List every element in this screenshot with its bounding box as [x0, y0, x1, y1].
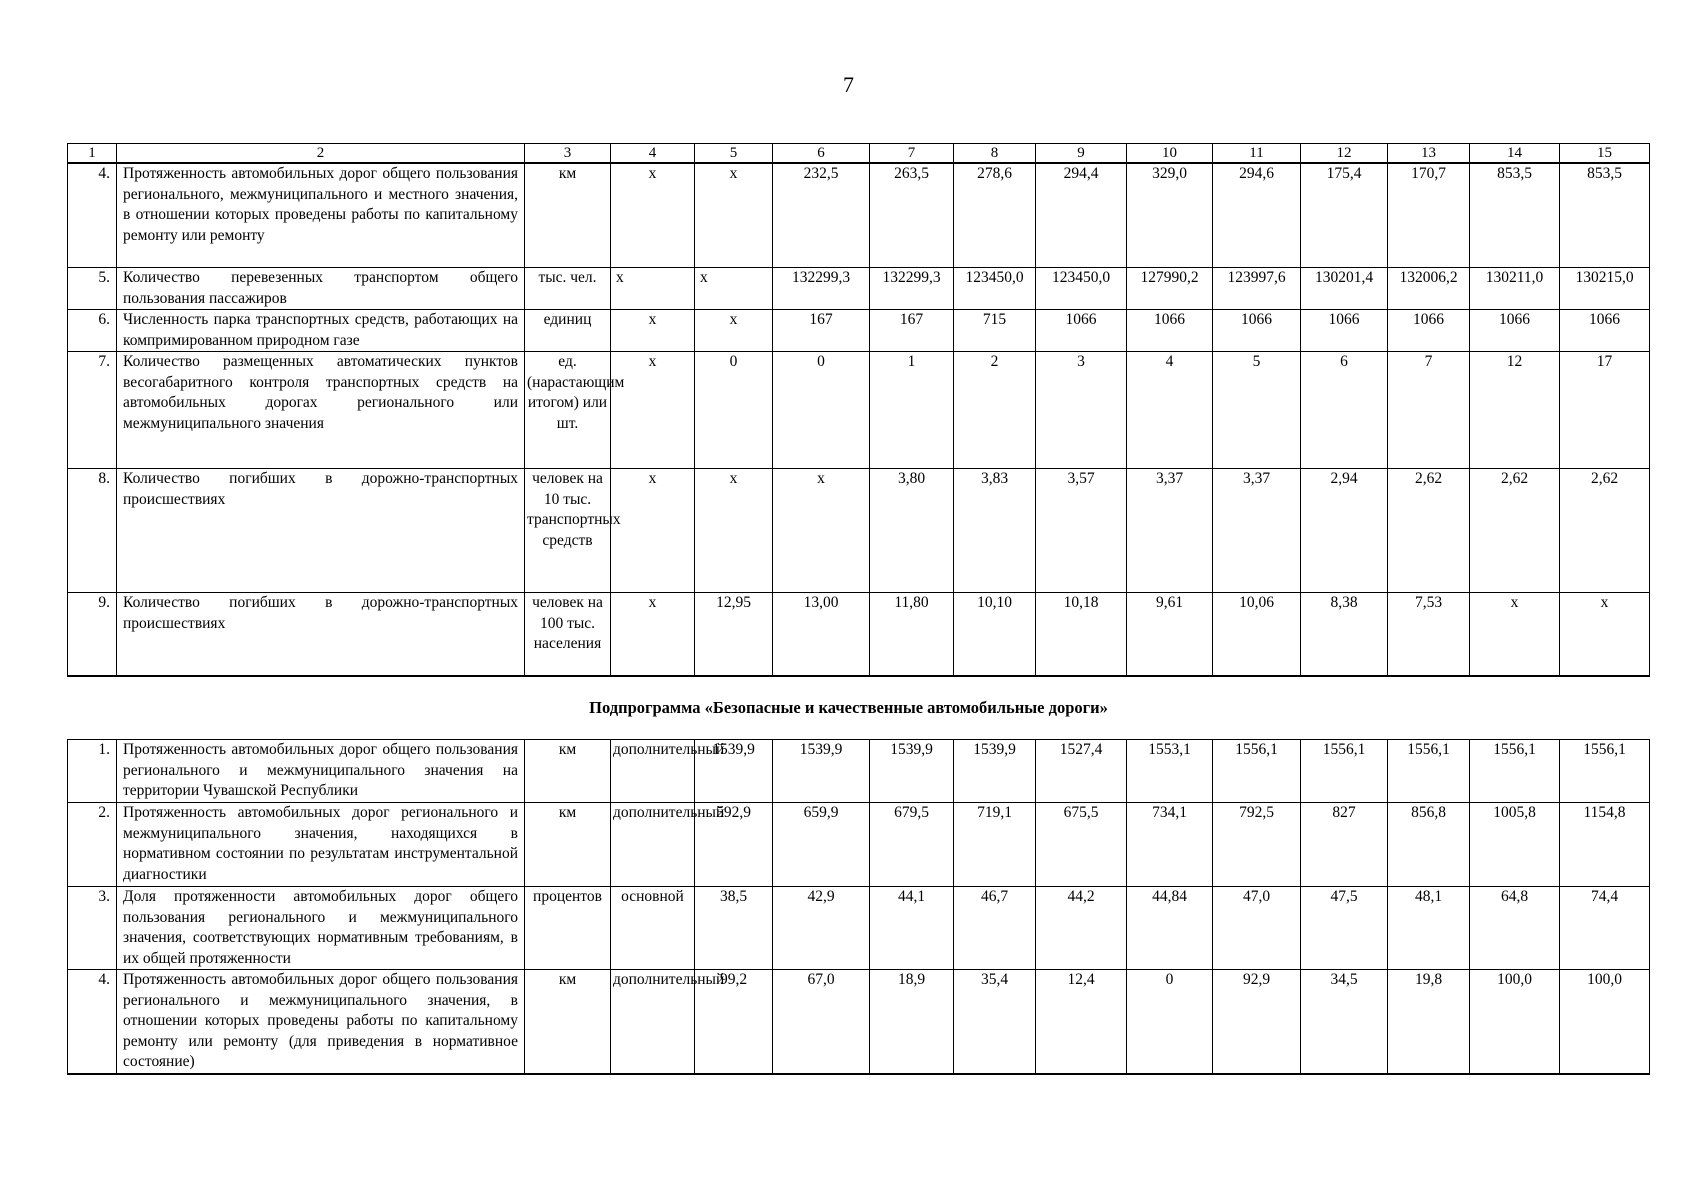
- column-number-4: 4: [611, 144, 695, 164]
- unit-of-measure: человек на 10 тыс. транспортных средств: [525, 469, 611, 593]
- value-cell: 4: [1127, 352, 1213, 469]
- unit-of-measure: единиц: [525, 310, 611, 352]
- value-cell: 6: [1301, 352, 1388, 469]
- value-cell: 853,5: [1560, 163, 1650, 268]
- value-cell: х: [611, 469, 695, 593]
- value-cell: 3,80: [870, 469, 954, 593]
- value-cell: 46,7: [954, 887, 1036, 970]
- value-cell: 132299,3: [773, 268, 870, 310]
- value-cell: 659,9: [773, 803, 870, 887]
- value-cell: 1539,9: [870, 740, 954, 803]
- value-cell: 827: [1301, 803, 1388, 887]
- value-cell: 44,84: [1127, 887, 1213, 970]
- value-cell: 1527,4: [1036, 740, 1127, 803]
- value-cell: 67,0: [773, 970, 870, 1074]
- column-number-8: 8: [954, 144, 1036, 164]
- value-cell: 0: [773, 352, 870, 469]
- column-number-2: 2: [117, 144, 525, 164]
- indicator-type: дополнительный: [611, 803, 695, 887]
- page-number: 7: [843, 72, 854, 97]
- value-cell: 42,9: [773, 887, 870, 970]
- value-cell: х: [1560, 593, 1650, 677]
- row-number: 3.: [68, 887, 117, 970]
- column-number-15: 15: [1560, 144, 1650, 164]
- value-cell: 2,62: [1388, 469, 1470, 593]
- column-number-5: 5: [695, 144, 773, 164]
- indicators-table: [67, 143, 1650, 677]
- value-cell: 100,0: [1470, 970, 1560, 1074]
- unit-of-measure: км: [525, 803, 611, 887]
- value-cell: 10,18: [1036, 593, 1127, 677]
- row-number: 4.: [68, 970, 117, 1074]
- value-cell: 1553,1: [1127, 740, 1213, 803]
- indicator-type: дополнительный: [611, 740, 695, 803]
- value-cell: 1539,9: [773, 740, 870, 803]
- value-cell: 175,4: [1301, 163, 1388, 268]
- value-cell: 263,5: [870, 163, 954, 268]
- row-number: 9.: [68, 593, 117, 677]
- value-cell: 100,0: [1560, 970, 1650, 1074]
- value-cell: 1066: [1036, 310, 1127, 352]
- value-cell: 1556,1: [1301, 740, 1388, 803]
- value-cell: 2,62: [1560, 469, 1650, 593]
- value-cell: 12,4: [1036, 970, 1127, 1074]
- value-cell: 232,5: [773, 163, 870, 268]
- value-cell: 0: [1127, 970, 1213, 1074]
- table-row: [68, 803, 1650, 887]
- value-cell: 123450,0: [1036, 268, 1127, 310]
- value-cell: 132299,3: [870, 268, 954, 310]
- value-cell: 167: [870, 310, 954, 352]
- indicator-name: Количество размещенных автоматических пунктов весогабаритного контроля транспортных средств на автомобильных дорогах регионального или межмуниципального значения: [117, 352, 525, 469]
- value-cell: 167: [773, 310, 870, 352]
- value-cell: х: [695, 163, 773, 268]
- value-cell: х: [1470, 593, 1560, 677]
- unit-of-measure: тыс. чел.: [525, 268, 611, 310]
- value-cell: 44,1: [870, 887, 954, 970]
- subprogram-title: Подпрограмма «Безопасные и качественные автомобильные дороги»: [589, 698, 1108, 717]
- value-cell: 35,4: [954, 970, 1036, 1074]
- value-cell: 12: [1470, 352, 1560, 469]
- value-cell: 294,4: [1036, 163, 1127, 268]
- value-cell: 130215,0: [1560, 268, 1650, 310]
- unit-of-measure: км: [525, 740, 611, 803]
- value-cell: 92,9: [1213, 970, 1301, 1074]
- unit-of-measure: процентов: [525, 887, 611, 970]
- indicator-name: Количество погибших в дорожно-транспортных происшествиях: [117, 593, 525, 677]
- table-row: [68, 268, 1650, 310]
- value-cell: 8,38: [1301, 593, 1388, 677]
- value-cell: 18,9: [870, 970, 954, 1074]
- value-cell: х: [695, 469, 773, 593]
- value-cell: 7,53: [1388, 593, 1470, 677]
- value-cell: 329,0: [1127, 163, 1213, 268]
- indicator-name: Протяженность автомобильных дорог общего пользования регионального и межмуниципального значения, в отношении которых проведены работы по капитальному ремонту или ремонту (для приведения в нормативное состояние): [117, 970, 525, 1074]
- table-row: [68, 310, 1650, 352]
- value-cell: 679,5: [870, 803, 954, 887]
- value-cell: 99,2: [695, 970, 773, 1074]
- value-cell: 48,1: [1388, 887, 1470, 970]
- value-cell: 3: [1036, 352, 1127, 469]
- value-cell: 123997,6: [1213, 268, 1301, 310]
- column-number-7: 7: [870, 144, 954, 164]
- column-number-12: 12: [1301, 144, 1388, 164]
- row-number: 8.: [68, 469, 117, 593]
- value-cell: 1066: [1560, 310, 1650, 352]
- value-cell: 278,6: [954, 163, 1036, 268]
- value-cell: 675,5: [1036, 803, 1127, 887]
- value-cell: 12,95: [695, 593, 773, 677]
- column-number-14: 14: [1470, 144, 1560, 164]
- value-cell: 715: [954, 310, 1036, 352]
- value-cell: 1556,1: [1470, 740, 1560, 803]
- indicator-name: Протяженность автомобильных дорог регионального и межмуниципального значения, находящихся в нормативном состоянии по результатам инструментальной диагностики: [117, 803, 525, 887]
- row-number: 2.: [68, 803, 117, 887]
- value-cell: 132006,2: [1388, 268, 1470, 310]
- value-cell: 1154,8: [1560, 803, 1650, 887]
- value-cell: 13,00: [773, 593, 870, 677]
- value-cell: х: [611, 268, 695, 310]
- value-cell: 734,1: [1127, 803, 1213, 887]
- indicator-type: основной: [611, 887, 695, 970]
- value-cell: 34,5: [1301, 970, 1388, 1074]
- value-cell: х: [611, 352, 695, 469]
- value-cell: 1539,9: [695, 740, 773, 803]
- value-cell: 74,4: [1560, 887, 1650, 970]
- unit-of-measure: км: [525, 970, 611, 1074]
- value-cell: 130211,0: [1470, 268, 1560, 310]
- value-cell: 127990,2: [1127, 268, 1213, 310]
- value-cell: х: [611, 163, 695, 268]
- table-row: [68, 740, 1650, 803]
- value-cell: 1066: [1301, 310, 1388, 352]
- value-cell: 856,8: [1388, 803, 1470, 887]
- value-cell: х: [611, 593, 695, 677]
- indicator-name: Протяженность автомобильных дорог общего пользования регионального, межмуниципального и местного значения, в отношении которых проведены работы по капитальному ремонту или ремонту: [117, 163, 525, 268]
- row-number: 4.: [68, 163, 117, 268]
- unit-of-measure: ед. (нарастающим итогом) или шт.: [525, 352, 611, 469]
- value-cell: х: [695, 268, 773, 310]
- value-cell: 1066: [1213, 310, 1301, 352]
- table-row: [68, 970, 1650, 1074]
- column-number-6: 6: [773, 144, 870, 164]
- row-number: 7.: [68, 352, 117, 469]
- value-cell: 17: [1560, 352, 1650, 469]
- value-cell: 1066: [1470, 310, 1560, 352]
- value-cell: х: [611, 310, 695, 352]
- value-cell: 2,94: [1301, 469, 1388, 593]
- value-cell: 11,80: [870, 593, 954, 677]
- value-cell: 5: [1213, 352, 1301, 469]
- value-cell: 38,5: [695, 887, 773, 970]
- value-cell: 10,06: [1213, 593, 1301, 677]
- indicator-name: Численность парка транспортных средств, работающих на компримированном природном газе: [117, 310, 525, 352]
- indicator-name: Доля протяженности автомобильных дорог общего пользования регионального и межмуниципального значения, соответствующих нормативным требованиям, в их общей протяженности: [117, 887, 525, 970]
- table-row: [68, 469, 1650, 593]
- value-cell: 9,61: [1127, 593, 1213, 677]
- row-number: 5.: [68, 268, 117, 310]
- column-number-9: 9: [1036, 144, 1127, 164]
- value-cell: 792,5: [1213, 803, 1301, 887]
- column-number-10: 10: [1127, 144, 1213, 164]
- value-cell: 1066: [1388, 310, 1470, 352]
- value-cell: 3,37: [1213, 469, 1301, 593]
- indicator-name: Протяженность автомобильных дорог общего пользования регионального и межмуниципального значения на территории Чувашской Республики: [117, 740, 525, 803]
- value-cell: 47,5: [1301, 887, 1388, 970]
- value-cell: 1: [870, 352, 954, 469]
- value-cell: 3,83: [954, 469, 1036, 593]
- value-cell: 2: [954, 352, 1036, 469]
- column-number-11: 11: [1213, 144, 1301, 164]
- value-cell: 64,8: [1470, 887, 1560, 970]
- value-cell: 2,62: [1470, 469, 1560, 593]
- value-cell: 3,37: [1127, 469, 1213, 593]
- value-cell: 47,0: [1213, 887, 1301, 970]
- indicator-type: дополнительный: [611, 970, 695, 1074]
- value-cell: х: [773, 469, 870, 593]
- value-cell: 19,8: [1388, 970, 1470, 1074]
- indicator-name: Количество перевезенных транспортом общего пользования пассажиров: [117, 268, 525, 310]
- table-row: [68, 593, 1650, 677]
- value-cell: 130201,4: [1301, 268, 1388, 310]
- value-cell: 592,9: [695, 803, 773, 887]
- value-cell: 1066: [1127, 310, 1213, 352]
- value-cell: 170,7: [1388, 163, 1470, 268]
- value-cell: 719,1: [954, 803, 1036, 887]
- table-row: [68, 163, 1650, 268]
- table-row: [68, 887, 1650, 970]
- row-number: 6.: [68, 310, 117, 352]
- indicator-name: Количество погибших в дорожно-транспортных происшествиях: [117, 469, 525, 593]
- value-cell: 1556,1: [1388, 740, 1470, 803]
- column-number-3: 3: [525, 144, 611, 164]
- value-cell: 7: [1388, 352, 1470, 469]
- value-cell: 44,2: [1036, 887, 1127, 970]
- value-cell: 123450,0: [954, 268, 1036, 310]
- column-number-13: 13: [1388, 144, 1470, 164]
- value-cell: 853,5: [1470, 163, 1560, 268]
- value-cell: 10,10: [954, 593, 1036, 677]
- value-cell: 1005,8: [1470, 803, 1560, 887]
- unit-of-measure: человек на 100 тыс. населения: [525, 593, 611, 677]
- subprogram-indicators-table: [67, 739, 1650, 1075]
- value-cell: 1556,1: [1213, 740, 1301, 803]
- value-cell: х: [695, 310, 773, 352]
- value-cell: 1556,1: [1560, 740, 1650, 803]
- value-cell: 0: [695, 352, 773, 469]
- value-cell: 1539,9: [954, 740, 1036, 803]
- column-number-row: [68, 144, 1650, 164]
- unit-of-measure: км: [525, 163, 611, 268]
- column-number-1: 1: [68, 144, 117, 164]
- value-cell: 3,57: [1036, 469, 1127, 593]
- row-number: 1.: [68, 740, 117, 803]
- table-row: [68, 352, 1650, 469]
- value-cell: 294,6: [1213, 163, 1301, 268]
